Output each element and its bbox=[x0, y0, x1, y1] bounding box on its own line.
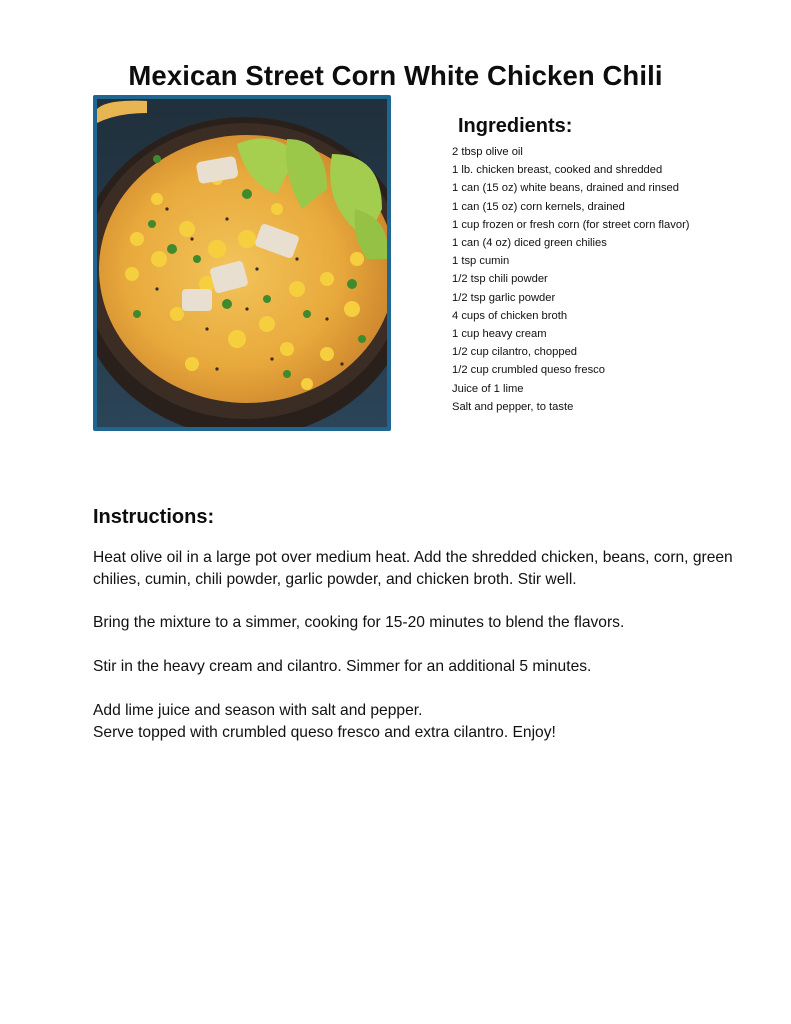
ingredient-item: 1 can (4 oz) diced green chilies bbox=[452, 237, 607, 250]
ingredient-item: Salt and pepper, to taste bbox=[452, 400, 574, 413]
ingredient-item: 1 can (15 oz) white beans, drained and rinsed bbox=[452, 182, 680, 195]
ingredient-item: 1 can (15 oz) corn kernels, drained bbox=[452, 200, 625, 213]
ingredient-item: Juice of 1 lime bbox=[452, 382, 524, 395]
instruction-step-5: Serve topped with crumbled queso fresco and extra cilantro. Enjoy! bbox=[93, 723, 556, 741]
ingredient-item: 1/2 cup crumbled queso fresco bbox=[452, 364, 605, 377]
recipe-photo bbox=[93, 95, 391, 431]
ingredient-item: 1/2 tsp garlic powder bbox=[452, 291, 556, 304]
ingredient-item: 1/2 cup cilantro, chopped bbox=[452, 346, 578, 359]
instruction-step-3: Stir in the heavy cream and cilantro. Simmer for an additional 5 minutes. bbox=[93, 658, 592, 676]
ingredient-item: 1 cup heavy cream bbox=[452, 328, 547, 341]
ingredient-item: 1 tsp cumin bbox=[452, 255, 510, 268]
ingredient-item: 4 cups of chicken broth bbox=[452, 309, 568, 322]
chili-bowl-image bbox=[97, 99, 387, 427]
ingredient-item: 1/2 tsp chili powder bbox=[452, 273, 548, 286]
instruction-step-4: Add lime juice and season with salt and pepper. bbox=[93, 701, 423, 719]
instruction-step-2: Bring the mixture to a simmer, cooking for 15-20 minutes to blend the flavors. bbox=[93, 614, 625, 632]
recipe-title: Mexican Street Corn White Chicken Chili bbox=[128, 60, 663, 92]
instructions-body bbox=[93, 547, 733, 765]
ingredients-heading: Ingredients: bbox=[458, 114, 573, 137]
instruction-step-1: Heat olive oil in a large pot over medium heat. Add the shredded chicken, beans, corn, green chilies, cumin, chili powder, garlic powder, and chicken broth. Stir well. bbox=[93, 549, 733, 588]
ingredients-list bbox=[452, 143, 690, 416]
instructions-heading: Instructions: bbox=[93, 505, 215, 528]
ingredient-item: 1 cup frozen or fresh corn (for street corn flavor) bbox=[452, 218, 690, 231]
ingredient-item: 1 lb. chicken breast, cooked and shredded bbox=[452, 164, 663, 177]
ingredient-item: 2 tbsp olive oil bbox=[452, 146, 523, 158]
